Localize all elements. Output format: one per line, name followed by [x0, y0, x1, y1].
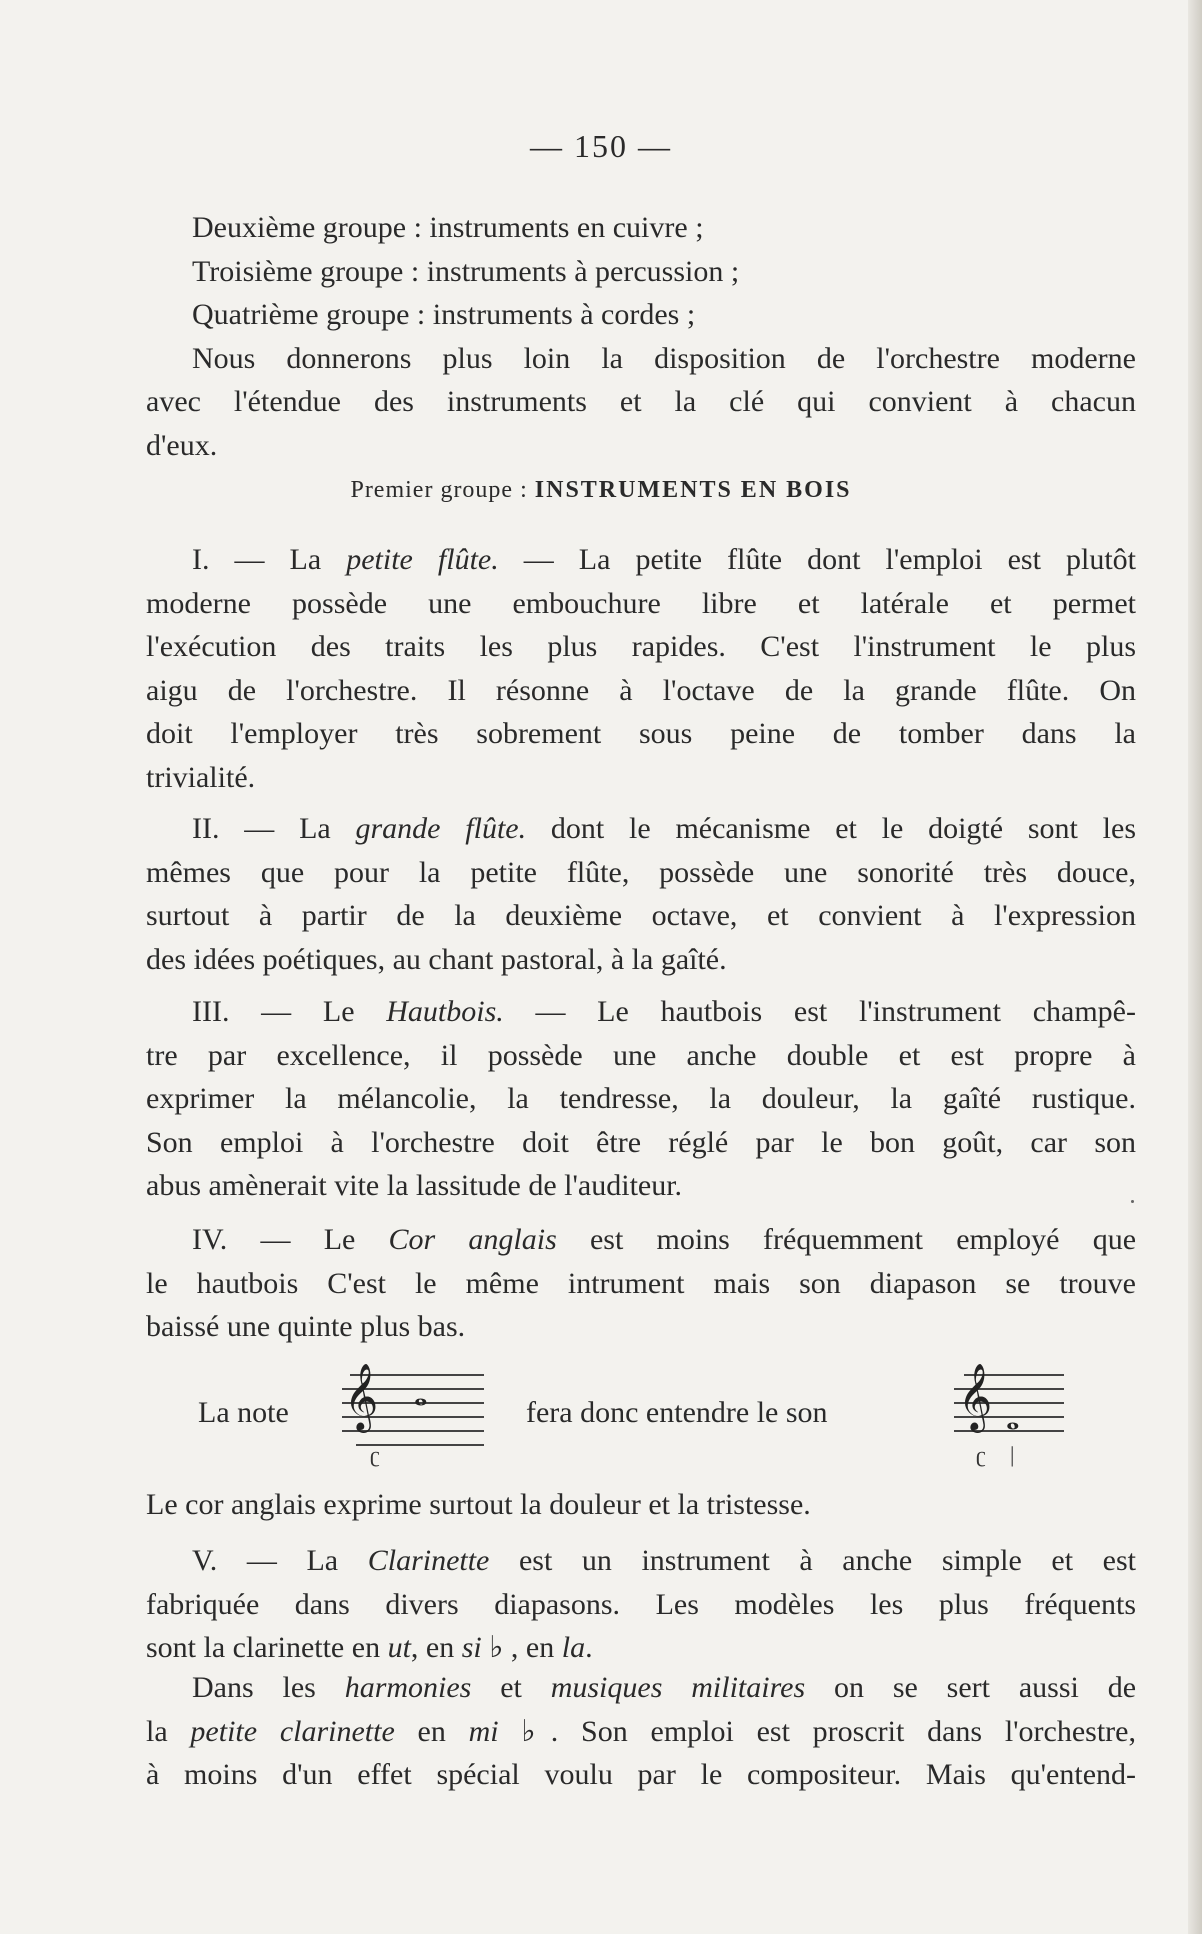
paragraph-line: aigu de l'orchestre. Il résonne à l'octave de la grande flûte. On	[146, 673, 1136, 707]
paragraph-line	[146, 1710, 1136, 1754]
text-run: Dans les	[192, 1671, 345, 1704]
paragraph-line: à moins d'un effet spécial voulu par le compositeur. Mais qu'entend-	[146, 1758, 1136, 1791]
page-edge-shadow	[1188, 0, 1202, 1934]
paragraph-line: exprimer la mélancolie, la tendresse, la douleur, la gaîté rustique.	[146, 1082, 1136, 1115]
paragraph-line: doit l'employer très sobrement sous peine de tomber dans la	[146, 717, 1136, 750]
intro-line: Deuxième groupe : instruments en cuivre ;	[192, 211, 704, 244]
key-name: la	[561, 1631, 586, 1664]
key-name: mi	[468, 1714, 499, 1748]
emphasis: musiques militaires	[550, 1671, 806, 1704]
staff-sounding-note	[954, 1364, 1064, 1468]
paragraph-line: fabriquée dans divers diapasons. Les modèles les plus fréquents	[146, 1587, 1136, 1621]
emphasis: harmonies	[344, 1671, 472, 1704]
clef-tail-icon: ʗ	[976, 1442, 986, 1467]
whole-note-icon: 𝅝	[1006, 1400, 1020, 1437]
paragraph-line: baissé une quinte plus bas.	[146, 1310, 466, 1343]
flat-sign: ♭	[481, 1631, 504, 1664]
staff-written-note	[342, 1364, 484, 1467]
paragraph-line	[146, 1539, 1136, 1583]
instrument-name: petite flûte.	[346, 543, 499, 576]
instrument-name: Cor anglais	[388, 1223, 557, 1256]
heading-title: INSTRUMENTS EN BOIS	[534, 477, 852, 503]
key-name: si	[461, 1631, 482, 1664]
text-run: III. — Le	[192, 995, 387, 1028]
paragraph-line: trivialité.	[146, 760, 256, 794]
text-run: est un instrument à anche simple et est	[489, 1544, 1136, 1577]
paragraph-line	[146, 1666, 1136, 1710]
page-number: — 150 —	[530, 128, 672, 164]
text-run: est moins fréquemment employé que	[556, 1223, 1137, 1256]
key-name: ut	[387, 1631, 411, 1664]
text-run: on se sert aussi de	[805, 1671, 1137, 1704]
instrument-name: Hautbois.	[386, 995, 504, 1028]
paragraph-line	[146, 990, 1136, 1034]
ledger-mark-icon: |	[1010, 1442, 1015, 1467]
intro-line: avec l'étendue des instruments et la clé qui convient à chacun	[146, 385, 1136, 418]
intro-line: d'eux.	[146, 428, 218, 462]
treble-clef-icon: 𝄞	[958, 1364, 993, 1429]
paragraph-hautbois	[146, 990, 1136, 1208]
music-example	[146, 1364, 1136, 1468]
instrument-name: petite clarinette	[190, 1714, 395, 1748]
text-run: en	[394, 1714, 469, 1748]
text-run: et	[471, 1671, 551, 1704]
instrument-name: Clarinette	[367, 1544, 490, 1577]
music-label-left: La note	[198, 1396, 289, 1429]
text-run: la	[146, 1714, 191, 1748]
paragraph-line	[146, 538, 1136, 582]
paragraph-line: Son emploi à l'orchestre doit être réglé par le bon goût, car son	[146, 1125, 1136, 1159]
whole-note-icon: 𝅝	[414, 1376, 428, 1413]
text-run: I. — La	[192, 543, 347, 576]
heading-prefix: Premier groupe :	[350, 477, 528, 503]
text-run: IV. — Le	[192, 1223, 389, 1256]
paragraph-line	[146, 1218, 1136, 1262]
text-run: dont le mécanisme et le doigté sont les	[526, 812, 1136, 845]
paragraph-line: l'exécution des traits les plus rapides. C'est l'instrument le plus	[146, 630, 1136, 663]
paragraph-line	[146, 807, 1136, 851]
intro-block	[146, 206, 1136, 467]
text-run: , en	[410, 1631, 462, 1664]
paragraph-line: moderne possède une embouchure libre et latérale et permet	[146, 586, 1136, 620]
paragraph-line	[146, 1626, 1136, 1670]
paragraph-line: des idées poétiques, au chant pastoral, à la gaîté.	[146, 942, 727, 976]
paragraph-line: tre par excellence, il possède une anche double et est propre à	[146, 1038, 1136, 1072]
text-run: — La petite flûte dont l'emploi est plutôt	[498, 543, 1136, 576]
paragraph-line: abus amènerait vite la lassitude de l'auditeur.	[146, 1169, 683, 1202]
paragraph-line: Le cor anglais exprime surtout la douleur et la tristesse.	[146, 1488, 811, 1521]
paragraph-line: surtout à partir de la deuxième octave, et convient à l'expression	[146, 899, 1136, 932]
text-run: — Le hautbois est l'instrument champê-	[503, 995, 1136, 1028]
text-run: , en	[503, 1631, 562, 1664]
text-run: II. — La	[192, 812, 356, 845]
music-label-mid: fera donc entendre le son	[526, 1396, 828, 1429]
instrument-name: grande flûte.	[355, 812, 527, 845]
paragraph-line: le hautbois C'est le même intrument mais son diapason se trouve	[146, 1266, 1136, 1300]
text-run: . Son emploi est proscrit dans l'orchestre,	[550, 1714, 1136, 1748]
paragraph-grande-flute	[146, 807, 1136, 981]
paragraph-cor-anglais	[146, 1218, 1136, 1349]
clef-tail-icon: ʗ	[370, 1442, 380, 1467]
cor-anglais-summary	[146, 1483, 1136, 1527]
treble-clef-icon: 𝄞	[344, 1364, 379, 1429]
speck	[1131, 1200, 1134, 1203]
paragraph-petite-flute	[146, 538, 1136, 799]
paragraph-clarinette	[146, 1539, 1136, 1670]
text-run: sont la clarinette en	[146, 1631, 388, 1664]
staff-line	[342, 1430, 484, 1432]
text-run: .	[585, 1631, 593, 1664]
paragraph-petite-clarinette	[146, 1666, 1136, 1797]
intro-line: Quatrième groupe : instruments à cordes ;	[192, 298, 696, 331]
paragraph-line: mêmes que pour la petite flûte, possède une sonorité très douce,	[146, 855, 1136, 889]
intro-line: Troisième groupe : instruments à percussion ;	[192, 254, 740, 288]
intro-line: Nous donnerons plus loin la disposition de l'orchestre moderne	[192, 341, 1136, 375]
flat-sign: ♭	[498, 1714, 551, 1748]
section-heading	[0, 470, 1202, 510]
text-run: V. — La	[192, 1544, 368, 1577]
